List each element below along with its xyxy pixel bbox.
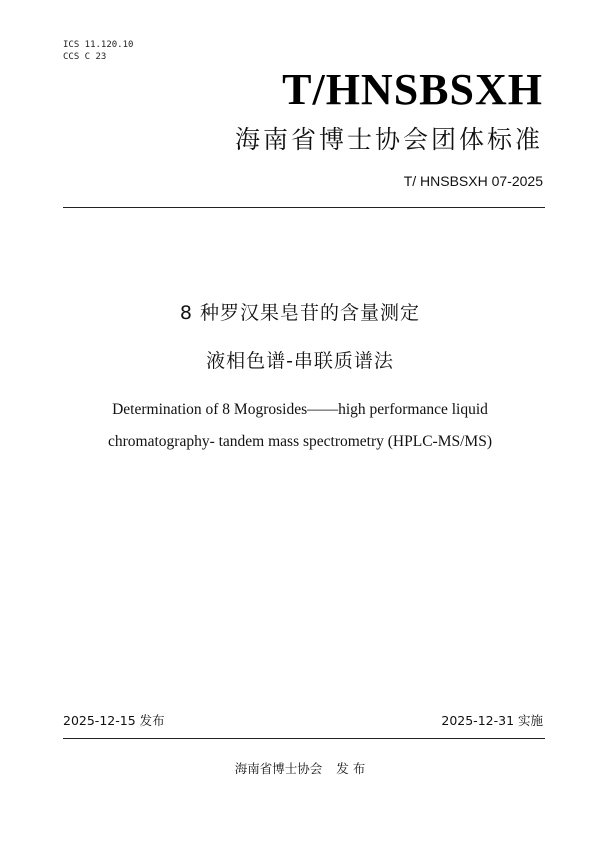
title-english-line-1: Determination of 8 Mogrosides——high performance liquid [112,401,488,418]
ics-code: ICS 11.120.10 [63,40,134,50]
implementation-date: 2025-12-31 实施 [441,713,543,728]
issuer-action: 发 布 [336,761,366,776]
title-chinese-line-1: 8 种罗汉果皂苷的含量测定 [179,302,421,324]
issuer-name: 海南省博士协会 [234,761,323,776]
issuer-line [0,761,600,777]
top-divider [63,207,545,208]
standard-brand-logo: T/HNSBSXH [282,65,543,114]
organization-standard-title: 海南省博士协会团体标准 [234,125,543,154]
title-english-line-2: chromatography- tandem mass spectrometry (HPLC-MS/MS) [108,433,492,450]
bottom-divider [63,738,545,739]
ccs-code: CCS C 23 [63,52,107,62]
standard-number: T/ HNSBSXH 07-2025 [403,173,543,189]
issue-date: 2025-12-15 发布 [63,713,165,728]
title-chinese-line-2: 液相色谱-串联质谱法 [206,350,394,372]
